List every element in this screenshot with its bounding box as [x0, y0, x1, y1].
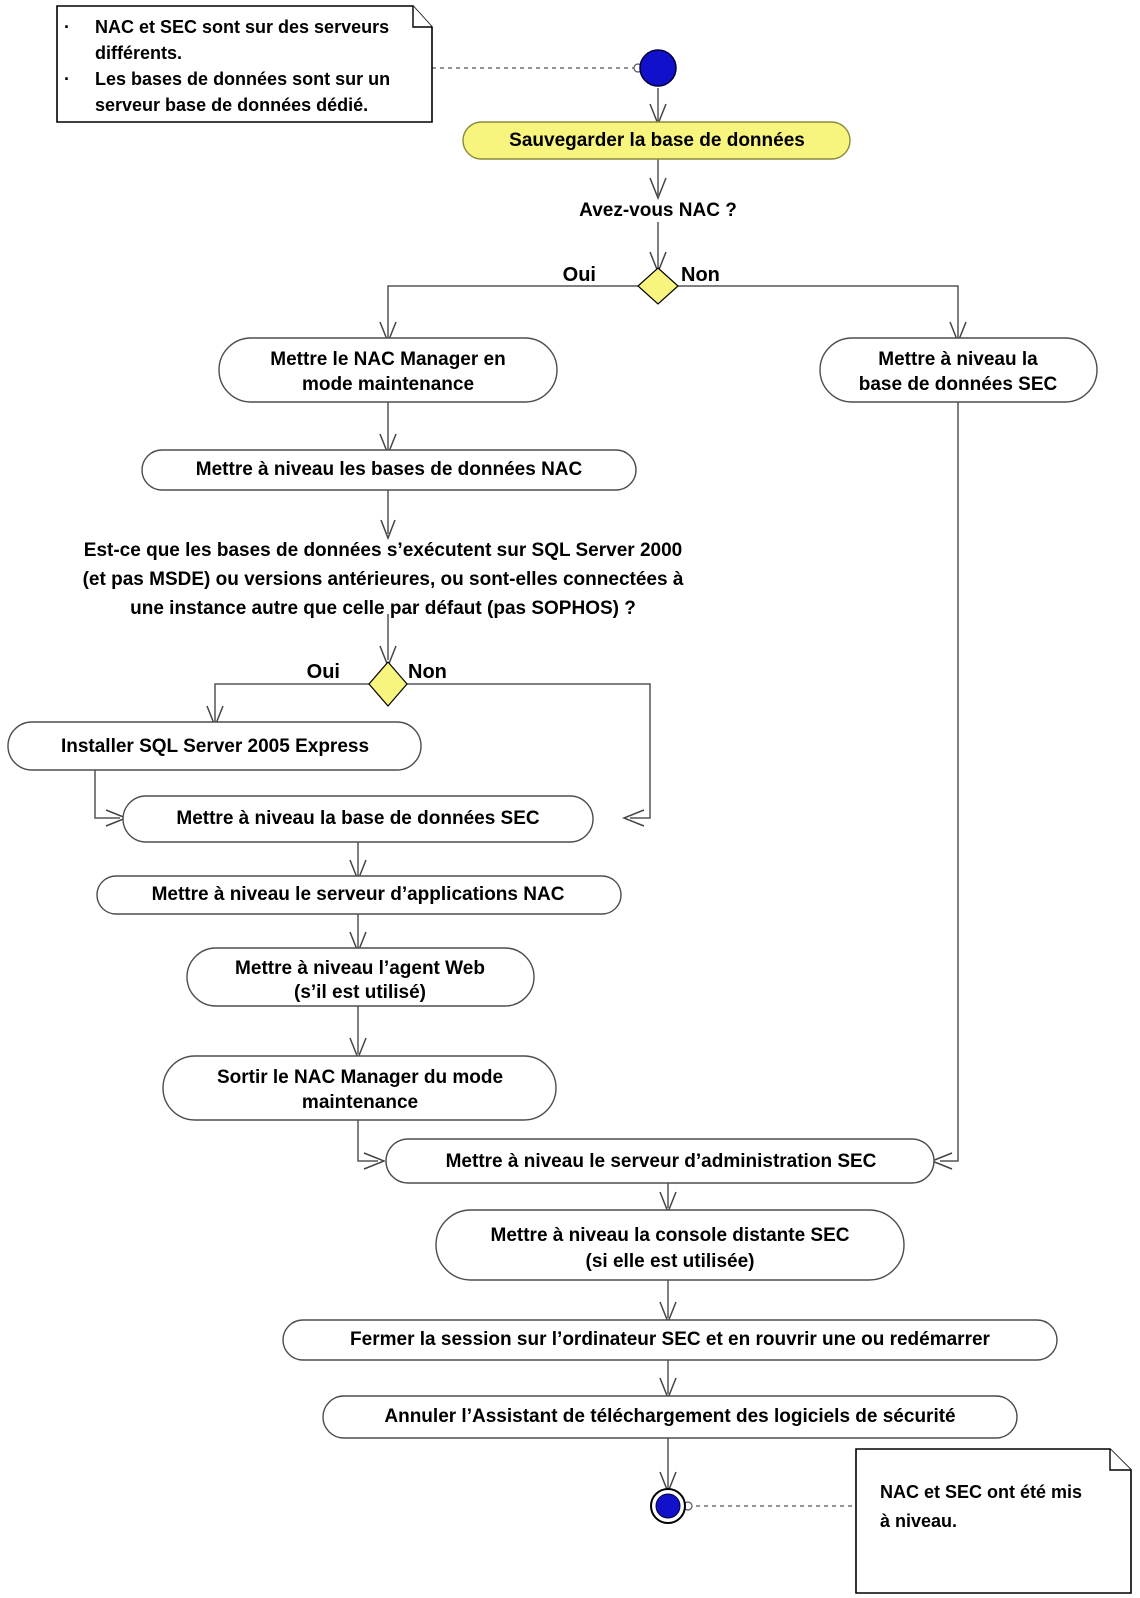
start-node: [640, 50, 676, 86]
decision-has-nac-yes-label: Oui: [562, 264, 596, 286]
activity-upgrade-sec-database-mid[interactable]: [123, 796, 593, 842]
activity-upgrade-sec-admin-server[interactable]: [386, 1139, 934, 1183]
edge-decision2-oui: [215, 684, 370, 722]
completion-note: [856, 1449, 1131, 1593]
completion-note-fold: [1110, 1449, 1131, 1470]
activity-install-sql-express-label: Installer SQL Server 2005 Express: [60, 736, 370, 758]
activity-upgrade-sec-database-mid-label: Mettre à niveau la base de données SEC: [176, 808, 540, 830]
activity-backup-database-label: Sauvegarder la base de données: [509, 130, 805, 152]
activity-upgrade-sec-remote-console-line-1: Mettre à niveau la console distante SEC: [490, 1225, 850, 1247]
initial-node-circle: [640, 50, 676, 86]
activity-cancel-download-wizard[interactable]: [323, 1396, 1017, 1438]
end-node: [651, 1489, 685, 1523]
activity-backup-database[interactable]: [463, 122, 850, 159]
activity-upgrade-sec-remote-console[interactable]: [436, 1210, 904, 1280]
activity-logoff-logon-label: Fermer la session sur l’ordinateur SEC et en rouvrir une ou redémarrer: [350, 1329, 990, 1351]
decision-sql-version-diamond[interactable]: [369, 662, 407, 706]
activity-upgrade-sec-database-right-line-1: Mettre à niveau la: [878, 349, 1038, 371]
edge-decision1-oui: [388, 286, 638, 338]
activity-upgrade-nac-databases-label: Mettre à niveau les bases de données NAC: [195, 459, 583, 481]
activity-exit-maintenance-mode-line-1: Sortir le NAC Manager du mode: [216, 1067, 504, 1089]
assumptions-note-line-3: Les bases de données sont sur un: [95, 69, 391, 89]
decision-has-nac-diamond[interactable]: [638, 268, 678, 304]
final-node-inner-circle: [656, 1494, 680, 1518]
activity-upgrade-sec-database-right-line-2: base de données SEC: [858, 374, 1058, 396]
activity-exit-maintenance-mode[interactable]: [163, 1056, 556, 1120]
activity-upgrade-sec-admin-server-label: Mettre à niveau le serveur d’administration SEC: [445, 1151, 877, 1173]
decision-has-nac[interactable]: [563, 264, 720, 304]
activity-cancel-download-wizard-label: Annuler l’Assistant de téléchargement des logiciels de sécurité: [384, 1406, 956, 1428]
completion-note-line-1: NAC et SEC ont été mis: [880, 1482, 1083, 1502]
decision-sql-version-question-line-1: Est-ce que les bases de données s’exécutent sur SQL Server 2000: [83, 540, 683, 561]
activity-upgrade-web-agent[interactable]: [187, 948, 534, 1006]
activity-install-sql-express[interactable]: [8, 722, 421, 770]
activity-upgrade-web-agent-line-1: Mettre à niveau l’agent Web: [235, 958, 485, 980]
activity-nac-manager-maintenance[interactable]: [219, 338, 557, 402]
activity-upgrade-sec-remote-console-line-2: (si elle est utilisée): [585, 1251, 755, 1273]
assumptions-note-bullet-2-glyph: ·: [64, 69, 70, 89]
decision-sql-version-question: [83, 540, 684, 619]
activity-logoff-logon[interactable]: [283, 1320, 1057, 1360]
decision-has-nac-no-label: Non: [681, 264, 720, 286]
decision-sql-version-question-line-3: une instance autre que celle par défaut (pas SOPHOS) ?: [130, 598, 636, 619]
assumptions-note-line-1: NAC et SEC sont sur des serveurs: [95, 17, 390, 37]
connectors: [95, 64, 966, 1510]
activity-upgrade-web-agent-line-2: (s’il est utilisé): [294, 982, 426, 1004]
edge-decision1-non: [678, 286, 958, 338]
assumptions-note-bullet-1-glyph: ·: [64, 17, 70, 37]
activity-exit-maintenance-mode-line-2: maintenance: [301, 1092, 419, 1114]
activity-upgrade-nac-app-server-label: Mettre à niveau le serveur d’applications NAC: [151, 884, 565, 906]
decision-has-nac-question: Avez-vous NAC ?: [579, 200, 737, 221]
assumptions-note-line-4: serveur base de données dédié.: [95, 95, 369, 115]
completion-note-line-2: à niveau.: [880, 1511, 958, 1531]
activity-upgrade-nac-databases[interactable]: [142, 450, 636, 490]
assumptions-note-line-2: différents.: [95, 43, 183, 63]
activity-upgrade-nac-app-server[interactable]: [97, 876, 621, 914]
decision-sql-version-question-line-2: (et pas MSDE) ou versions antérieures, ou sont-elles connectées à: [82, 569, 684, 590]
decision-sql-version-yes-label: Oui: [306, 661, 340, 683]
edge-secdbright-to-adminsec: [940, 402, 958, 1161]
activity-nac-manager-maintenance-line-2: mode maintenance: [301, 374, 475, 396]
assumptions-note: [57, 6, 432, 122]
decision-sql-version-no-label: Non: [408, 661, 447, 683]
activity-upgrade-sec-database-right[interactable]: [820, 338, 1097, 402]
activity-nac-manager-maintenance-line-1: Mettre le NAC Manager en: [270, 349, 506, 371]
